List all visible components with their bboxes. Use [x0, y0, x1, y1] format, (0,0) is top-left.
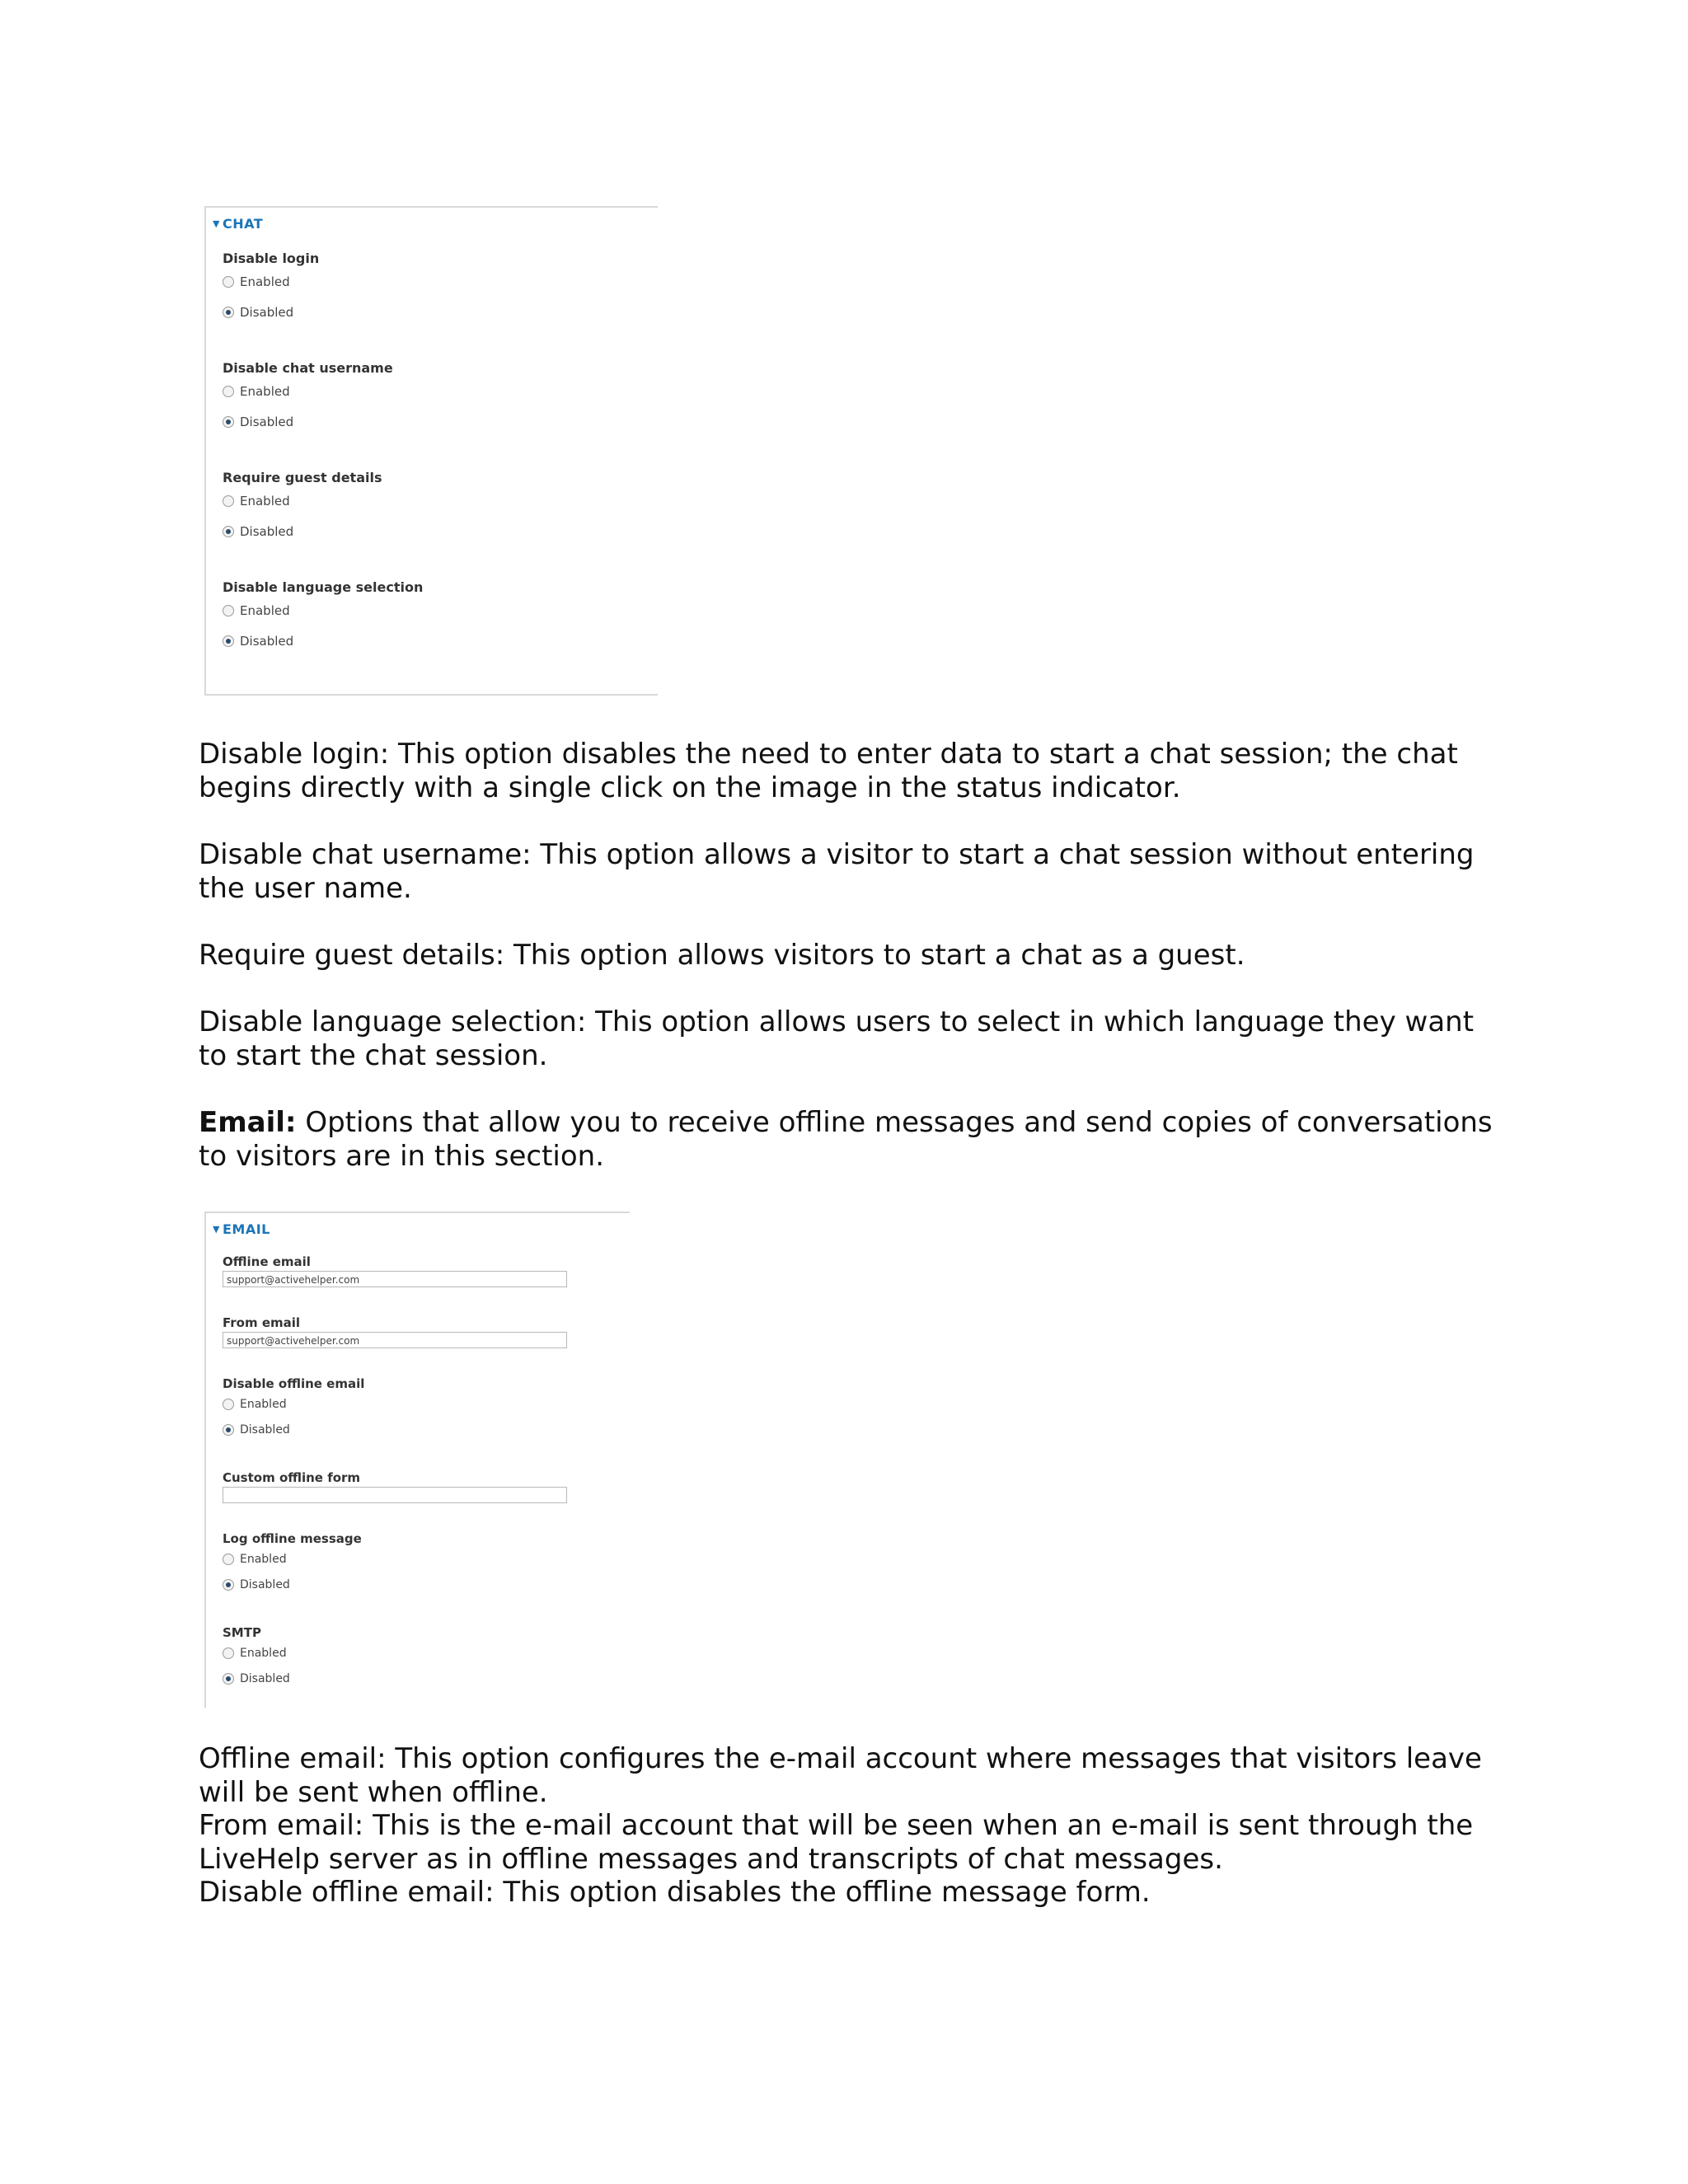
option-label: Disabled	[240, 414, 294, 429]
log-offline-message-disabled-option[interactable]	[223, 1572, 362, 1597]
offline-email-description: Offline email: This option configures the e-mail account where messages that visitors leave will be sent when offline.	[199, 1742, 1482, 1809]
from-email-group	[223, 1315, 567, 1348]
disable-language-selection-label: Disable language selection	[223, 579, 424, 595]
radio-icon[interactable]	[223, 1554, 234, 1565]
disable-offline-email-label: Disable offline email	[223, 1376, 365, 1391]
disable-offline-email-enabled-option[interactable]	[223, 1391, 364, 1417]
collapse-triangle-icon: ▼	[213, 1224, 220, 1235]
disable-chat-username-disabled-option[interactable]	[223, 406, 393, 437]
option-label: Disabled	[240, 523, 294, 539]
custom-offline-form-label: Custom offline form	[223, 1470, 361, 1485]
disable-login-label: Disable login	[223, 251, 320, 266]
radio-icon[interactable]	[223, 495, 234, 507]
from-email-label: From email	[223, 1315, 301, 1330]
offline-email-group	[223, 1254, 567, 1287]
disable-login-group	[223, 251, 319, 327]
from-email-input[interactable]: support@activehelper.com	[223, 1332, 567, 1348]
radio-icon[interactable]	[223, 605, 234, 616]
disable-login-description: Disable login: This option disables the need to enter data to start a chat session; the chat begins directly with a single click on the image in the status indicator.	[199, 738, 1458, 804]
disable-chat-username-enabled-option[interactable]	[223, 376, 393, 406]
radio-checked-icon[interactable]	[223, 1673, 234, 1685]
disable-language-selection-group	[223, 579, 423, 656]
chat-section-title: CHAT	[222, 216, 264, 232]
require-guest-details-disabled-option[interactable]	[223, 516, 382, 546]
chat-section-header[interactable]	[213, 216, 263, 232]
email-section-title: EMAIL	[222, 1221, 270, 1237]
option-label: Enabled	[240, 274, 290, 289]
disable-offline-email-description: Disable offline email: This option disables the offline message form.	[199, 1876, 1151, 1909]
require-guest-details-enabled-option[interactable]	[223, 485, 382, 516]
log-offline-message-group	[223, 1531, 362, 1597]
custom-offline-form-input[interactable]	[223, 1487, 567, 1503]
email-intro-paragraph	[199, 1106, 1501, 1174]
option-label: Disabled	[240, 1577, 290, 1591]
offline-email-label: Offline email	[223, 1254, 311, 1269]
radio-icon[interactable]	[223, 386, 234, 397]
radio-checked-icon[interactable]	[223, 416, 234, 428]
smtp-disabled-option[interactable]	[223, 1666, 290, 1691]
log-offline-message-enabled-option[interactable]	[223, 1546, 362, 1572]
option-label: Enabled	[240, 493, 290, 509]
email-intro-text: Options that allow you to receive offline messages and send copies of conversations to visitors are in this section.	[199, 1106, 1493, 1173]
radio-checked-icon[interactable]	[223, 1424, 234, 1436]
option-label: Enabled	[240, 1552, 287, 1566]
from-email-description: From email: This is the e-mail account that will be seen when an e-mail is sent through the LiveHelp server as in offline messages and transcripts of chat messages.	[199, 1809, 1474, 1876]
offline-email-input[interactable]: support@activehelper.com	[223, 1271, 567, 1287]
radio-icon[interactable]	[223, 1647, 234, 1659]
option-label: Disabled	[240, 633, 294, 649]
require-guest-details-label: Require guest details	[223, 470, 382, 485]
option-label: Enabled	[240, 383, 290, 399]
radio-icon[interactable]	[223, 276, 234, 288]
disable-language-selection-disabled-option[interactable]	[223, 626, 423, 656]
email-intro-heading: Email:	[199, 1106, 297, 1139]
disable-language-selection-enabled-option[interactable]	[223, 595, 423, 626]
disable-chat-username-description: Disable chat username: This option allows a visitor to start a chat session without entering the user name.	[199, 838, 1475, 905]
collapse-triangle-icon: ▼	[213, 218, 220, 229]
option-label: Enabled	[240, 1646, 287, 1660]
disable-chat-username-label: Disable chat username	[223, 360, 393, 376]
smtp-group	[223, 1625, 290, 1691]
email-section-header[interactable]	[213, 1221, 270, 1237]
radio-checked-icon[interactable]	[223, 526, 234, 537]
disable-language-selection-description: Disable language selection: This option allows users to select in which language they want to start the chat session.	[199, 1005, 1475, 1072]
radio-checked-icon[interactable]	[223, 635, 234, 647]
email-settings-panel	[204, 1212, 630, 1708]
disable-login-enabled-option[interactable]	[223, 266, 319, 297]
option-label: Enabled	[240, 1397, 287, 1411]
require-guest-details-description: Require guest details: This option allows visitors to start a chat as a guest.	[199, 939, 1245, 972]
require-guest-details-group	[223, 470, 382, 546]
disable-chat-username-group	[223, 360, 393, 437]
chat-settings-panel	[204, 206, 658, 696]
disable-login-disabled-option[interactable]	[223, 297, 319, 327]
radio-icon[interactable]	[223, 1399, 234, 1410]
radio-checked-icon[interactable]	[223, 1579, 234, 1591]
option-label: Disabled	[240, 1422, 290, 1436]
smtp-enabled-option[interactable]	[223, 1640, 290, 1666]
option-label: Enabled	[240, 602, 290, 618]
disable-offline-email-group	[223, 1376, 364, 1442]
option-label: Disabled	[240, 304, 294, 320]
disable-offline-email-disabled-option[interactable]	[223, 1417, 364, 1442]
option-label: Disabled	[240, 1671, 290, 1685]
smtp-label: SMTP	[223, 1625, 261, 1640]
radio-checked-icon[interactable]	[223, 307, 234, 318]
custom-offline-form-group	[223, 1470, 567, 1503]
log-offline-message-label: Log offline message	[223, 1531, 362, 1546]
